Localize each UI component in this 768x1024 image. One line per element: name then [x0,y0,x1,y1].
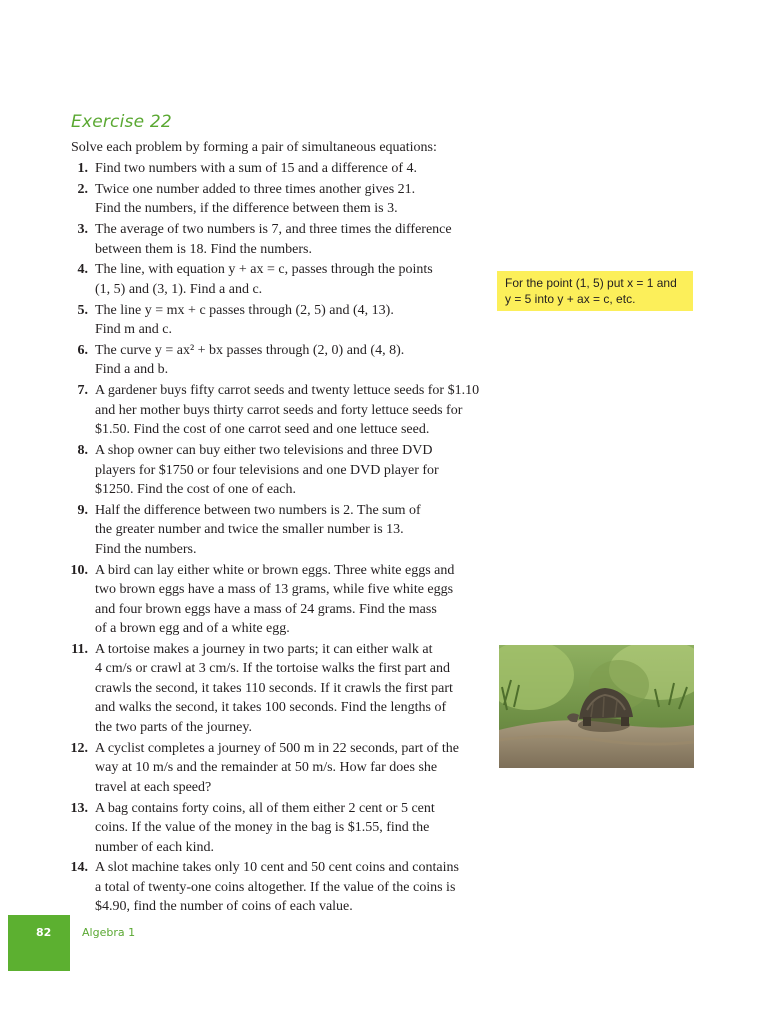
footer-page-tab [8,915,70,971]
exercise-item [60,561,500,639]
exercise-item-number: 4. [77,262,88,278]
exercise-item [60,739,500,798]
exercise-item-text: The line, with equation y + ax = c, passes through the points (1, 5) and (3, 1). Find a and c. [95,262,433,297]
exercise-item [60,640,500,738]
exercise-item-text: A bird can lay either white or brown eggs. Three white eggs and two brown eggs have a mass of 13 grams, while five white eggs and four brown eggs have a mass of 24 grams. Find the mass of a brown egg and of a white egg. [95,562,455,637]
exercise-item-text: Half the difference between two numbers is 2. The sum of the greater number and twice the smaller number is 13. Find the numbers. [95,502,421,557]
book-title: Algebra 1 [82,926,136,939]
tortoise-illustration [499,645,694,768]
exercise-item-number: 7. [77,383,88,399]
exercise-item [60,260,500,299]
exercise-item-text: A bag contains forty coins, all of them either 2 cent or 5 cent coins. If the value of the money in the bag is $1.55, find the number of each kind. [95,800,435,855]
exercise-item-text: Twice one number added to three times another gives 21. Find the numbers, if the difference between them is 3. [95,181,416,217]
exercise-item-text: A gardener buys fifty carrot seeds and twenty lettuce seeds for $1.10 and her mother buys thirty carrot seeds and forty lettuce seeds for $1.50. Find the cost of one carrot seed and one lettuce seed. [95,383,480,438]
exercise-item-text: The line y = mx + c passes through (2, 5) and (4, 13). Find m and c. [95,302,394,338]
exercise-item [60,180,500,219]
exercise-list [60,159,500,918]
exercise-item [60,220,500,259]
hint-box [497,271,693,311]
exercise-item-number: 6. [77,342,88,358]
exercise-item-number: 14. [70,860,88,876]
exercise-item [60,159,500,179]
exercise-item [60,381,500,440]
exercise-item-number: 9. [77,502,88,518]
exercise-instructions: Solve each problem by forming a pair of simultaneous equations: [71,140,437,155]
exercise-item-text: A cyclist completes a journey of 500 m in 22 seconds, part of the way at 10 m/s and the remainder at 50 m/s. How far does she travel at each speed? [95,740,459,795]
hint-text: For the point (1, 5) put x = 1 and y = 5 into y + ax = c, etc. [505,276,677,306]
exercise-item-number: 11. [71,641,88,657]
exercise-item [60,341,500,380]
exercise-item [60,501,500,560]
exercise-item-number: 13. [70,800,88,816]
exercise-item-text: A shop owner can buy either two televisions and three DVD players for $1750 or four televisions and one DVD player for $1250. Find the cost of one of each. [95,443,439,498]
exercise-item-number: 5. [77,302,88,318]
exercise-item-number: 2. [77,181,88,197]
exercise-item-number: 8. [77,443,88,459]
exercise-item [60,858,500,917]
exercise-item [60,301,500,340]
exercise-item-text: The curve y = ax² + bx passes through (2, 0) and (4, 8). Find a and b. [95,342,405,378]
page-number: 82 [36,926,52,939]
exercise-title: Exercise 22 [71,112,172,132]
exercise-item [60,441,500,500]
exercise-item [60,799,500,858]
exercise-item-number: 3. [77,222,88,238]
exercise-item-number: 10. [70,562,88,578]
exercise-item-number: 1. [77,161,88,176]
exercise-item-number: 12. [70,740,88,756]
exercise-item-text: The average of two numbers is 7, and three times the difference between them is 18. Find the numbers. [95,222,452,257]
tortoise-photo [499,645,694,768]
exercise-item-text: Find two numbers with a sum of 15 and a difference of 4. [95,161,418,176]
exercise-item-text: A slot machine takes only 10 cent and 50 cent coins and contains a total of twenty-one coins altogether. If the value of the coins is $4.90, find the number of coins of each value. [95,860,459,915]
exercise-item-text: A tortoise makes a journey in two parts; it can either walk at 4 cm/s or crawl at 3 cm/s. If the tortoise walks the first part and crawls the second, it takes 110 seconds. If it crawls the first part and walks the second, it takes 100 seconds. Find the lengths of the two parts of the journey. [95,641,453,735]
